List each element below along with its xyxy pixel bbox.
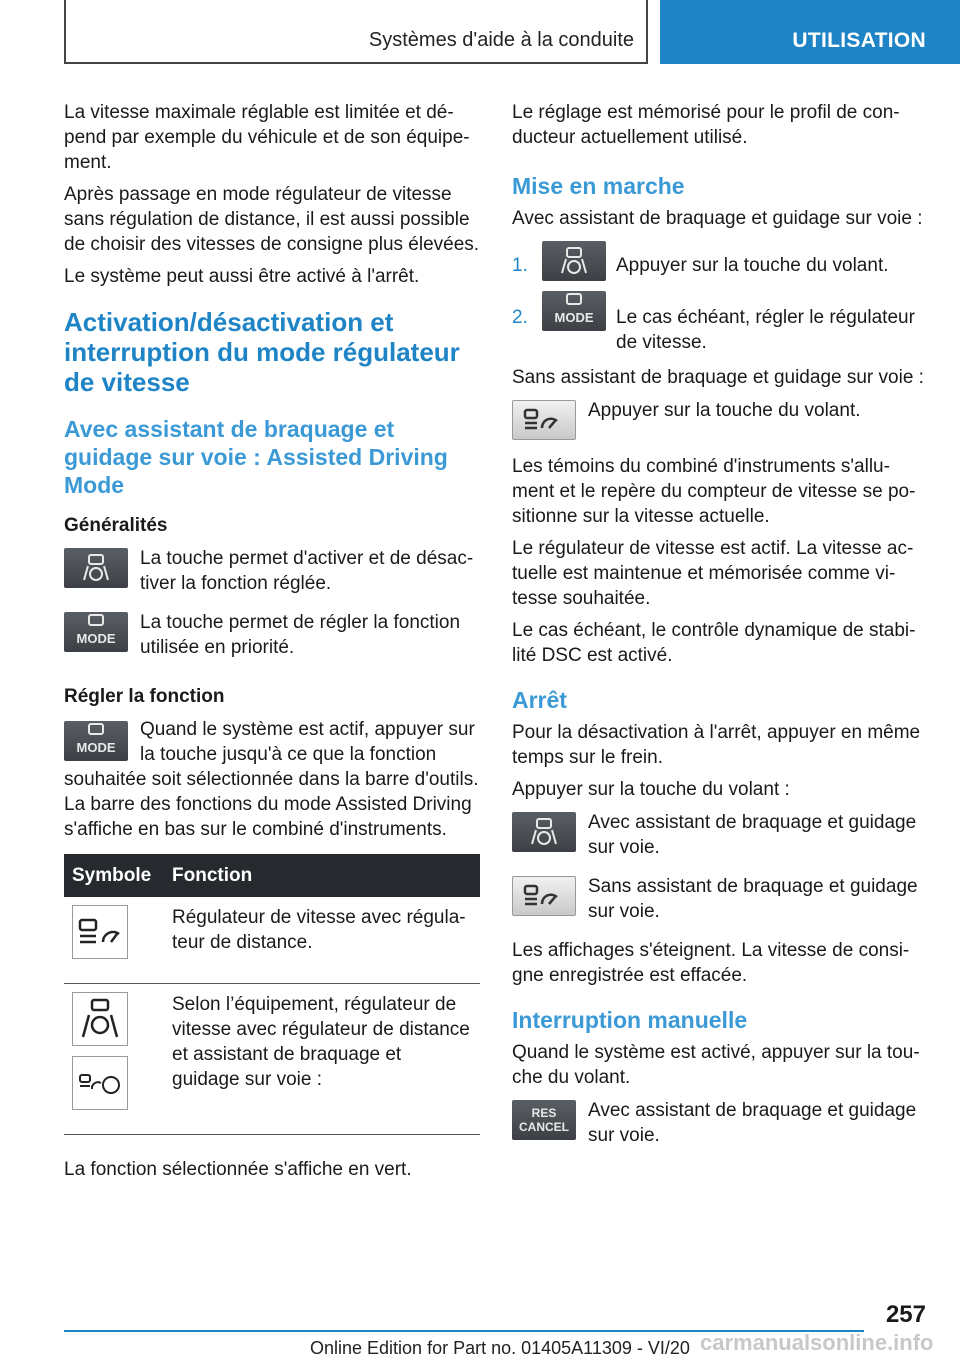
res-label: RES — [531, 1106, 557, 1120]
edition-text: Online Edition for Part no. 01405A11309 - VI/20 — [310, 1338, 690, 1358]
heading-regler: Régler la fonction — [64, 686, 225, 707]
icon-row — [512, 398, 924, 440]
paragraph: Le système peut aussi être activé à l'arrêt. — [64, 266, 420, 287]
icon-description: Avec assistant de braquage et guidage sur voie. — [588, 1100, 917, 1146]
heading-interruption: Interruption manuelle — [512, 1007, 748, 1033]
table-cell: Régulateur de vitesse avec régulateur de distance. — [164, 897, 480, 984]
heading-generalites: Généralités — [64, 515, 168, 536]
mode-button-icon — [64, 721, 128, 761]
list-item — [512, 291, 924, 355]
paragraph: Les affichages s'éteignent. La vitesse de consigne enregistrée est effacée. — [512, 940, 910, 986]
paragraph: Appuyer sur la touche du volant : — [512, 779, 790, 800]
paragraph: Le régulateur de vitesse est actif. La vitesse actuelle est maintenue et mémorisée comme vitesse souhaitée. — [512, 538, 914, 609]
paragraph: Pour la désactivation à l'arrêt, appuyer en même temps sur le frein. — [512, 722, 921, 768]
heading-arret: Arrêt — [512, 687, 567, 713]
icon-row — [64, 610, 480, 660]
heading-mise-en-marche: Mise en marche — [512, 173, 685, 199]
header-section-title: Systèmes d'aide à la conduite — [64, 0, 648, 64]
table-row — [64, 984, 480, 1135]
speed-steering-icon — [72, 1056, 128, 1110]
icon-row — [512, 810, 924, 860]
watermark-text: carmanualsonline.info — [700, 1330, 934, 1355]
section-heading: Activation/désactivation et interruption du mode régulateur de vitesse — [64, 307, 460, 397]
right-column — [512, 100, 924, 1162]
table-row — [64, 897, 480, 984]
icon-description: La touche permet d'activer et de désactiver la fonction réglée. — [140, 548, 474, 594]
cruise-button-icon — [512, 400, 576, 440]
table-header-symbol: Symbole — [64, 854, 164, 897]
list-text: Appuyer sur la touche du volant. — [616, 255, 889, 276]
driving-assistant-button-icon — [542, 241, 606, 281]
cruise-button-icon — [512, 876, 576, 916]
paragraph: Sans assistant de braquage et guidage sur voie : — [512, 367, 924, 388]
mode-button-icon — [542, 291, 606, 331]
table-header-function: Fonction — [164, 854, 480, 897]
icon-description: Appuyer sur la touche du volant. — [588, 400, 861, 421]
icon-row — [64, 546, 480, 596]
regler-text: Quand le système est actif, appuyer sur la touche jusqu'à ce que la fonction souhaitée soit sélectionnée dans la barre d'outils. La barre des fonctions du mode Assisted Driving s'affiche en bas sur le combiné d'instruments. — [64, 719, 479, 840]
driving-assistant-button-icon — [512, 812, 576, 852]
regler-block — [64, 717, 480, 842]
icon-description: Sans assistant de braquage et guidage sur voie. — [588, 876, 918, 922]
paragraph: Après passage en mode régulateur de vitesse sans régulation de distance, il est aussi possible de choisir des vitesses de consigne plus élevées. — [64, 184, 480, 255]
table-cell: Selon l’équipement, régulateur de vitesse avec régulateur de distance et assistant de braquage et guidage sur voie : — [164, 984, 480, 1135]
paragraph: Le réglage est mémorisé pour le profil de conducteur actuellement utilisé. — [512, 102, 900, 148]
page-number: 257 — [885, 1301, 926, 1328]
cancel-label: CANCEL — [519, 1120, 569, 1134]
icon-row — [512, 874, 924, 924]
subsection-heading: Avec assistant de braquage et guidage sur voie : Assisted Driving Mode — [64, 416, 448, 498]
paragraph: La vitesse maximale réglable est limitée et dépend par exemple du véhicule et de son équipement. — [64, 102, 470, 173]
mode-label: MODE — [554, 309, 594, 325]
paragraph: La fonction sélectionnée s'affiche en vert. — [64, 1159, 412, 1180]
left-column — [64, 100, 480, 1189]
paragraph: Quand le système est activé, appuyer sur la touche du volant. — [512, 1042, 920, 1088]
list-item — [512, 239, 924, 281]
driving-assistant-icon — [72, 992, 128, 1046]
res-cancel-button-icon — [512, 1100, 576, 1140]
list-number: 2. — [512, 307, 528, 328]
list-text: Le cas échéant, régler le régulateur de vitesse. — [616, 307, 915, 353]
mode-label: MODE — [76, 630, 116, 646]
mode-label: MODE — [76, 739, 116, 755]
paragraph: Avec assistant de braquage et guidage sur voie : — [512, 208, 923, 229]
header-chapter-tab: UTILISATION — [660, 0, 960, 64]
mode-button-icon — [64, 612, 128, 652]
icon-row — [512, 1098, 924, 1148]
paragraph: Les témoins du combiné d'instruments s'allument et le repère du compteur de vitesse se positionne sur la vitesse actuelle. — [512, 456, 916, 527]
icon-description: La touche permet de régler la fonction utilisée en priorité. — [140, 612, 461, 658]
driving-assistant-button-icon — [64, 548, 128, 588]
icon-description: Avec assistant de braquage et guidage sur voie. — [588, 812, 917, 858]
cruise-distance-icon — [72, 905, 128, 959]
paragraph: Le cas échéant, le contrôle dynamique de stabilité DSC est activé. — [512, 620, 916, 666]
function-table — [64, 854, 480, 1135]
list-number: 1. — [512, 255, 528, 276]
